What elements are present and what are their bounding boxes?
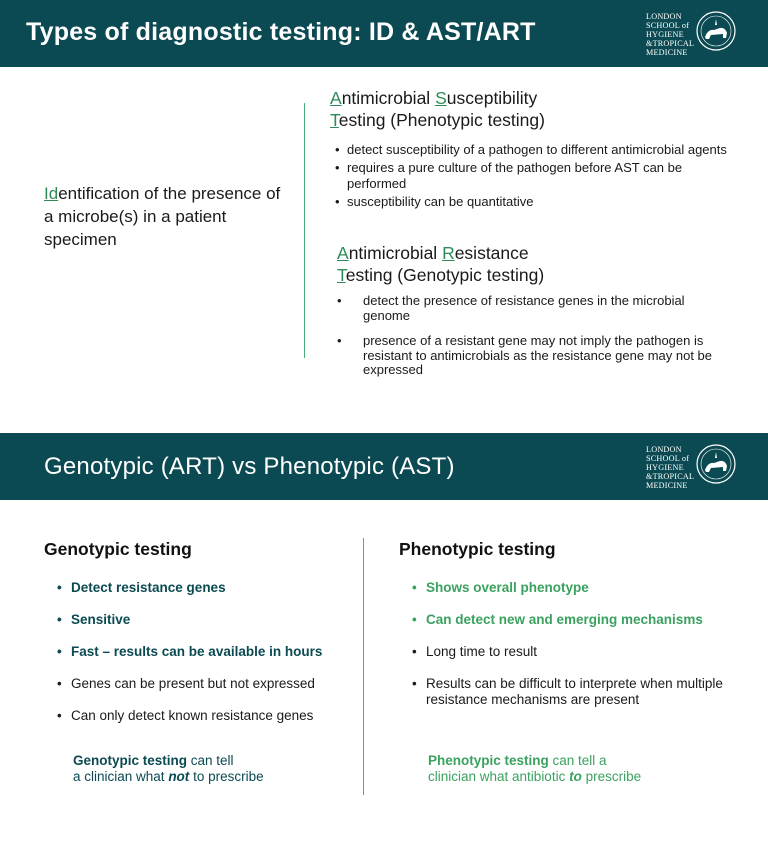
list-item: • Can detect new and emerging mechanisms [399, 612, 729, 628]
slide-1-title: Types of diagnostic testing: ID & AST/ART [26, 18, 536, 46]
identification-description: Identification of the presence of a microbe(s) in a patient specimen [44, 184, 281, 249]
art-bullet-list [337, 294, 725, 389]
slide-2-title: Genotypic (ART) vs Phenotypic (AST) [44, 453, 455, 480]
genotypic-heading: Genotypic testing [44, 539, 192, 559]
lshtm-logo [646, 443, 738, 489]
lshtm-logo [646, 10, 738, 56]
list-item: • Can only detect known resistance genes [44, 708, 354, 740]
slide-1-divider [304, 103, 305, 358]
logo-seal-icon [696, 444, 736, 484]
genotypic-summary-note: Genotypic testing can tell a clinician what not to prescribe [73, 753, 264, 784]
list-item: • Long time to result [399, 644, 729, 660]
slide-2-divider [363, 538, 364, 795]
phenotypic-summary-note: Phenotypic testing can tell a clinician what antibiotic to prescribe [428, 753, 642, 784]
list-item: • Sensitive [44, 612, 354, 644]
logo-wordmark: LONDON SCHOOL of HYGIENE &TROPICAL MEDICINE [646, 12, 695, 57]
list-item: • detect susceptibility of a pathogen to different antimicrobial agents [333, 142, 733, 158]
slide-genotypic-vs-phenotypic [0, 433, 768, 866]
logo-seal-icon [696, 11, 736, 51]
list-item: • Detect resistance genes [44, 580, 354, 612]
slide-2-header [0, 433, 768, 500]
phenotypic-heading: Phenotypic testing [399, 539, 556, 559]
list-item: • detect the presence of resistance genes in the microbial genome [337, 294, 725, 323]
list-item: • Shows overall phenotype [399, 580, 729, 596]
ast-bullet-list [333, 142, 733, 212]
list-item: • Results can be difficult to interprete when multiple resistance mechanisms are present [399, 676, 729, 708]
list-item: • Genes can be present but not expressed [44, 676, 354, 708]
phenotypic-bullet-list [399, 580, 729, 724]
logo-wordmark: LONDON SCHOOL of HYGIENE &TROPICAL MEDICINE [646, 445, 695, 490]
list-item: • susceptibility can be quantitative [333, 194, 733, 210]
genotypic-bullet-list [44, 580, 354, 740]
list-item: • Fast – results can be available in hours [44, 644, 354, 676]
art-heading: Antimicrobial Resistance Testing (Genotypic testing) [337, 243, 545, 285]
list-item: • requires a pure culture of the pathogen before AST can be performed [333, 160, 733, 192]
ast-heading: Antimicrobial Susceptibility Testing (Phenotypic testing) [330, 88, 545, 130]
list-item: • presence of a resistant gene may not imply the pathogen is resistant to antimicrobials as the resistance gene may not be expressed [337, 334, 725, 378]
slide-1-header [0, 0, 768, 67]
